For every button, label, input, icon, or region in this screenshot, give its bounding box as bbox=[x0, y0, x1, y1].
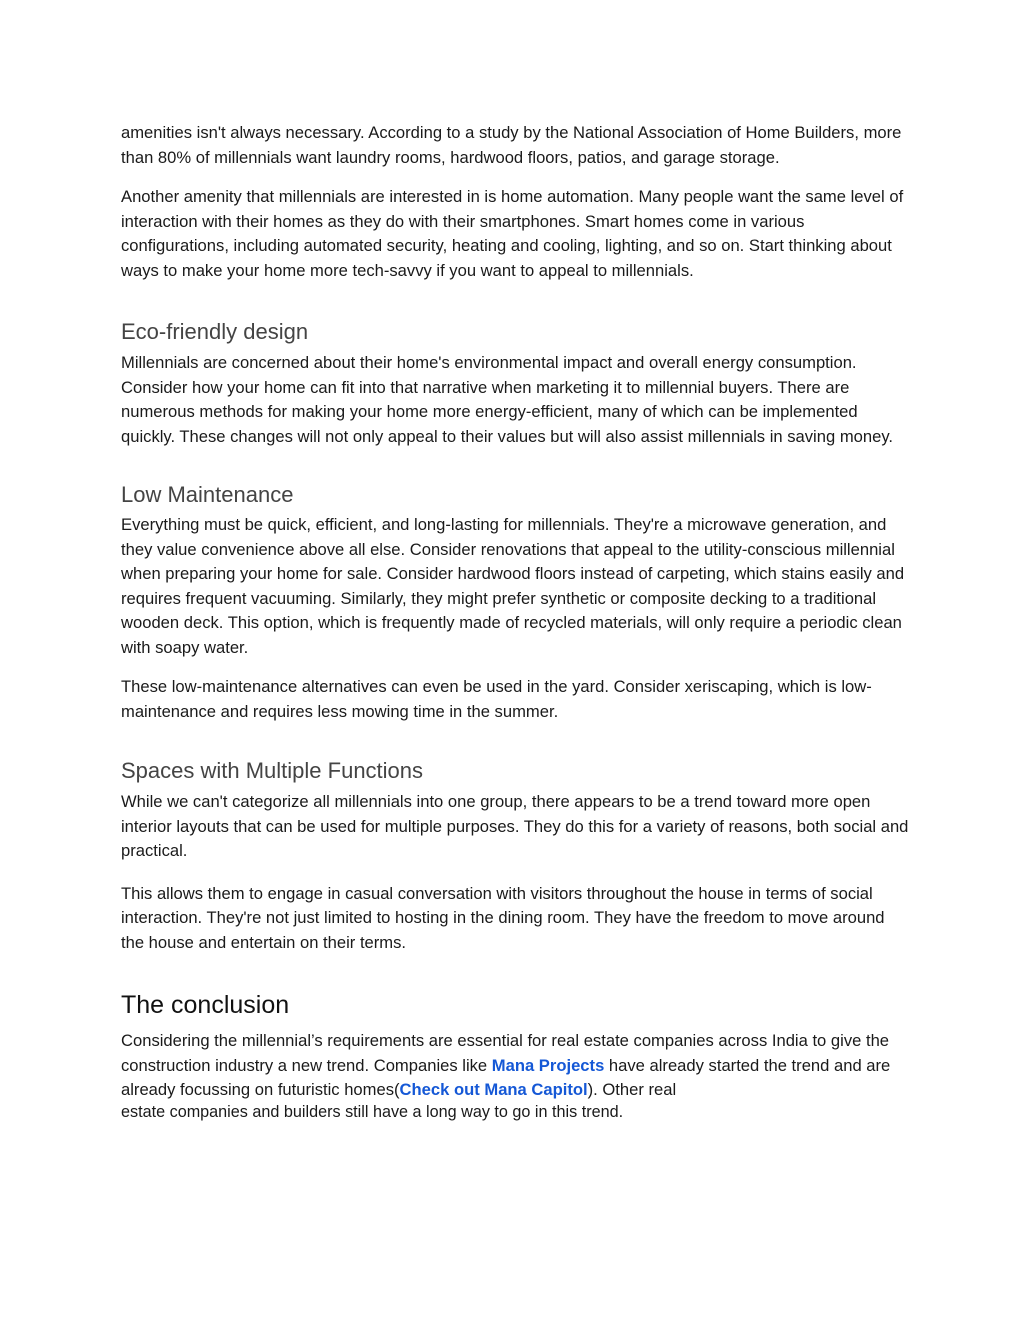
conclusion-text-1: Considering the millennial’s requirements are essential for real estate companies across India to give the construction industry a new trend. Companies like bbox=[121, 1031, 890, 1075]
eco-paragraph: Millennials are concerned about their home's environmental impact and overall energy consumption. Consider how your home can fit into that narrative when marketing it to millennial buyers. There are numerous methods for making your home more energy-efficient, many of which can be implemented quickly. These changes will not only appeal to their values but will also assist millennials in saving money. bbox=[121, 353, 893, 446]
intro-paragraph-2: Another amenity that millennials are interested in is home automation. Many people want the same level of interaction with their homes as they do with their smartphones. Smart homes come in various configurations, including automated security, heating and cooling, lighting, and so on. Start thinking about ways to make your home more tech-savvy if you want to appeal to millennials. bbox=[121, 187, 904, 280]
section-heading-eco: Eco-friendly design bbox=[121, 319, 309, 344]
section-heading-low-maintenance: Low Maintenance bbox=[121, 482, 294, 507]
intro-paragraph-1: amenities isn't always necessary. According to a study by the National Association of Home Builders, more than 80% of millennials want laundry rooms, hardwood floors, patios, and garage storage. bbox=[121, 123, 902, 167]
document-page bbox=[121, 121, 911, 1121]
conclusion-paragraph bbox=[121, 1029, 911, 1121]
multi-function-paragraph-2: This allows them to engage in casual conversation with visitors throughout the house in terms of social interaction. They're not just limited to hosting in the dining room. They have the freedom to move around the house and entertain on their terms. bbox=[121, 883, 885, 952]
conclusion-last-line: estate companies and builders still have a long way to go in this trend. bbox=[121, 1102, 624, 1121]
mana-capitol-link[interactable]: Check out Mana Capitol bbox=[399, 1080, 588, 1099]
low-maintenance-paragraph-2: These low-maintenance alternatives can even be used in the yard. Consider xeriscaping, which is low-maintenance and requires less mowing time in the summer. bbox=[121, 677, 872, 721]
section-heading-multi-function: Spaces with Multiple Functions bbox=[121, 758, 424, 783]
conclusion-text-2: have already started the trend and are already focussing on futuristic homes( bbox=[121, 1055, 891, 1099]
multi-function-paragraph-1: While we can't categorize all millennials into one group, there appears to be a trend toward more open interior layouts that can be used for multiple purposes. They do this for a variety of reasons, both social and practical. bbox=[121, 792, 909, 860]
conclusion-text-3: ). Other real bbox=[587, 1080, 677, 1099]
section-heading-conclusion: The conclusion bbox=[121, 991, 290, 1019]
mana-projects-link[interactable]: Mana Projects bbox=[491, 1055, 605, 1075]
low-maintenance-paragraph-1: Everything must be quick, efficient, and long-lasting for millennials. They're a microwave generation, and they value convenience above all else. Consider renovations that appeal to the utility-conscious millennial when preparing your home for sale. Consider hardwood floors instead of carpeting, which stains easily and requires frequent vacuuming. Similarly, they might prefer synthetic or composite decking to a traditional wooden deck. This option, which is frequently made of recycled materials, will only require a periodic clean with soapy water. bbox=[121, 515, 905, 657]
